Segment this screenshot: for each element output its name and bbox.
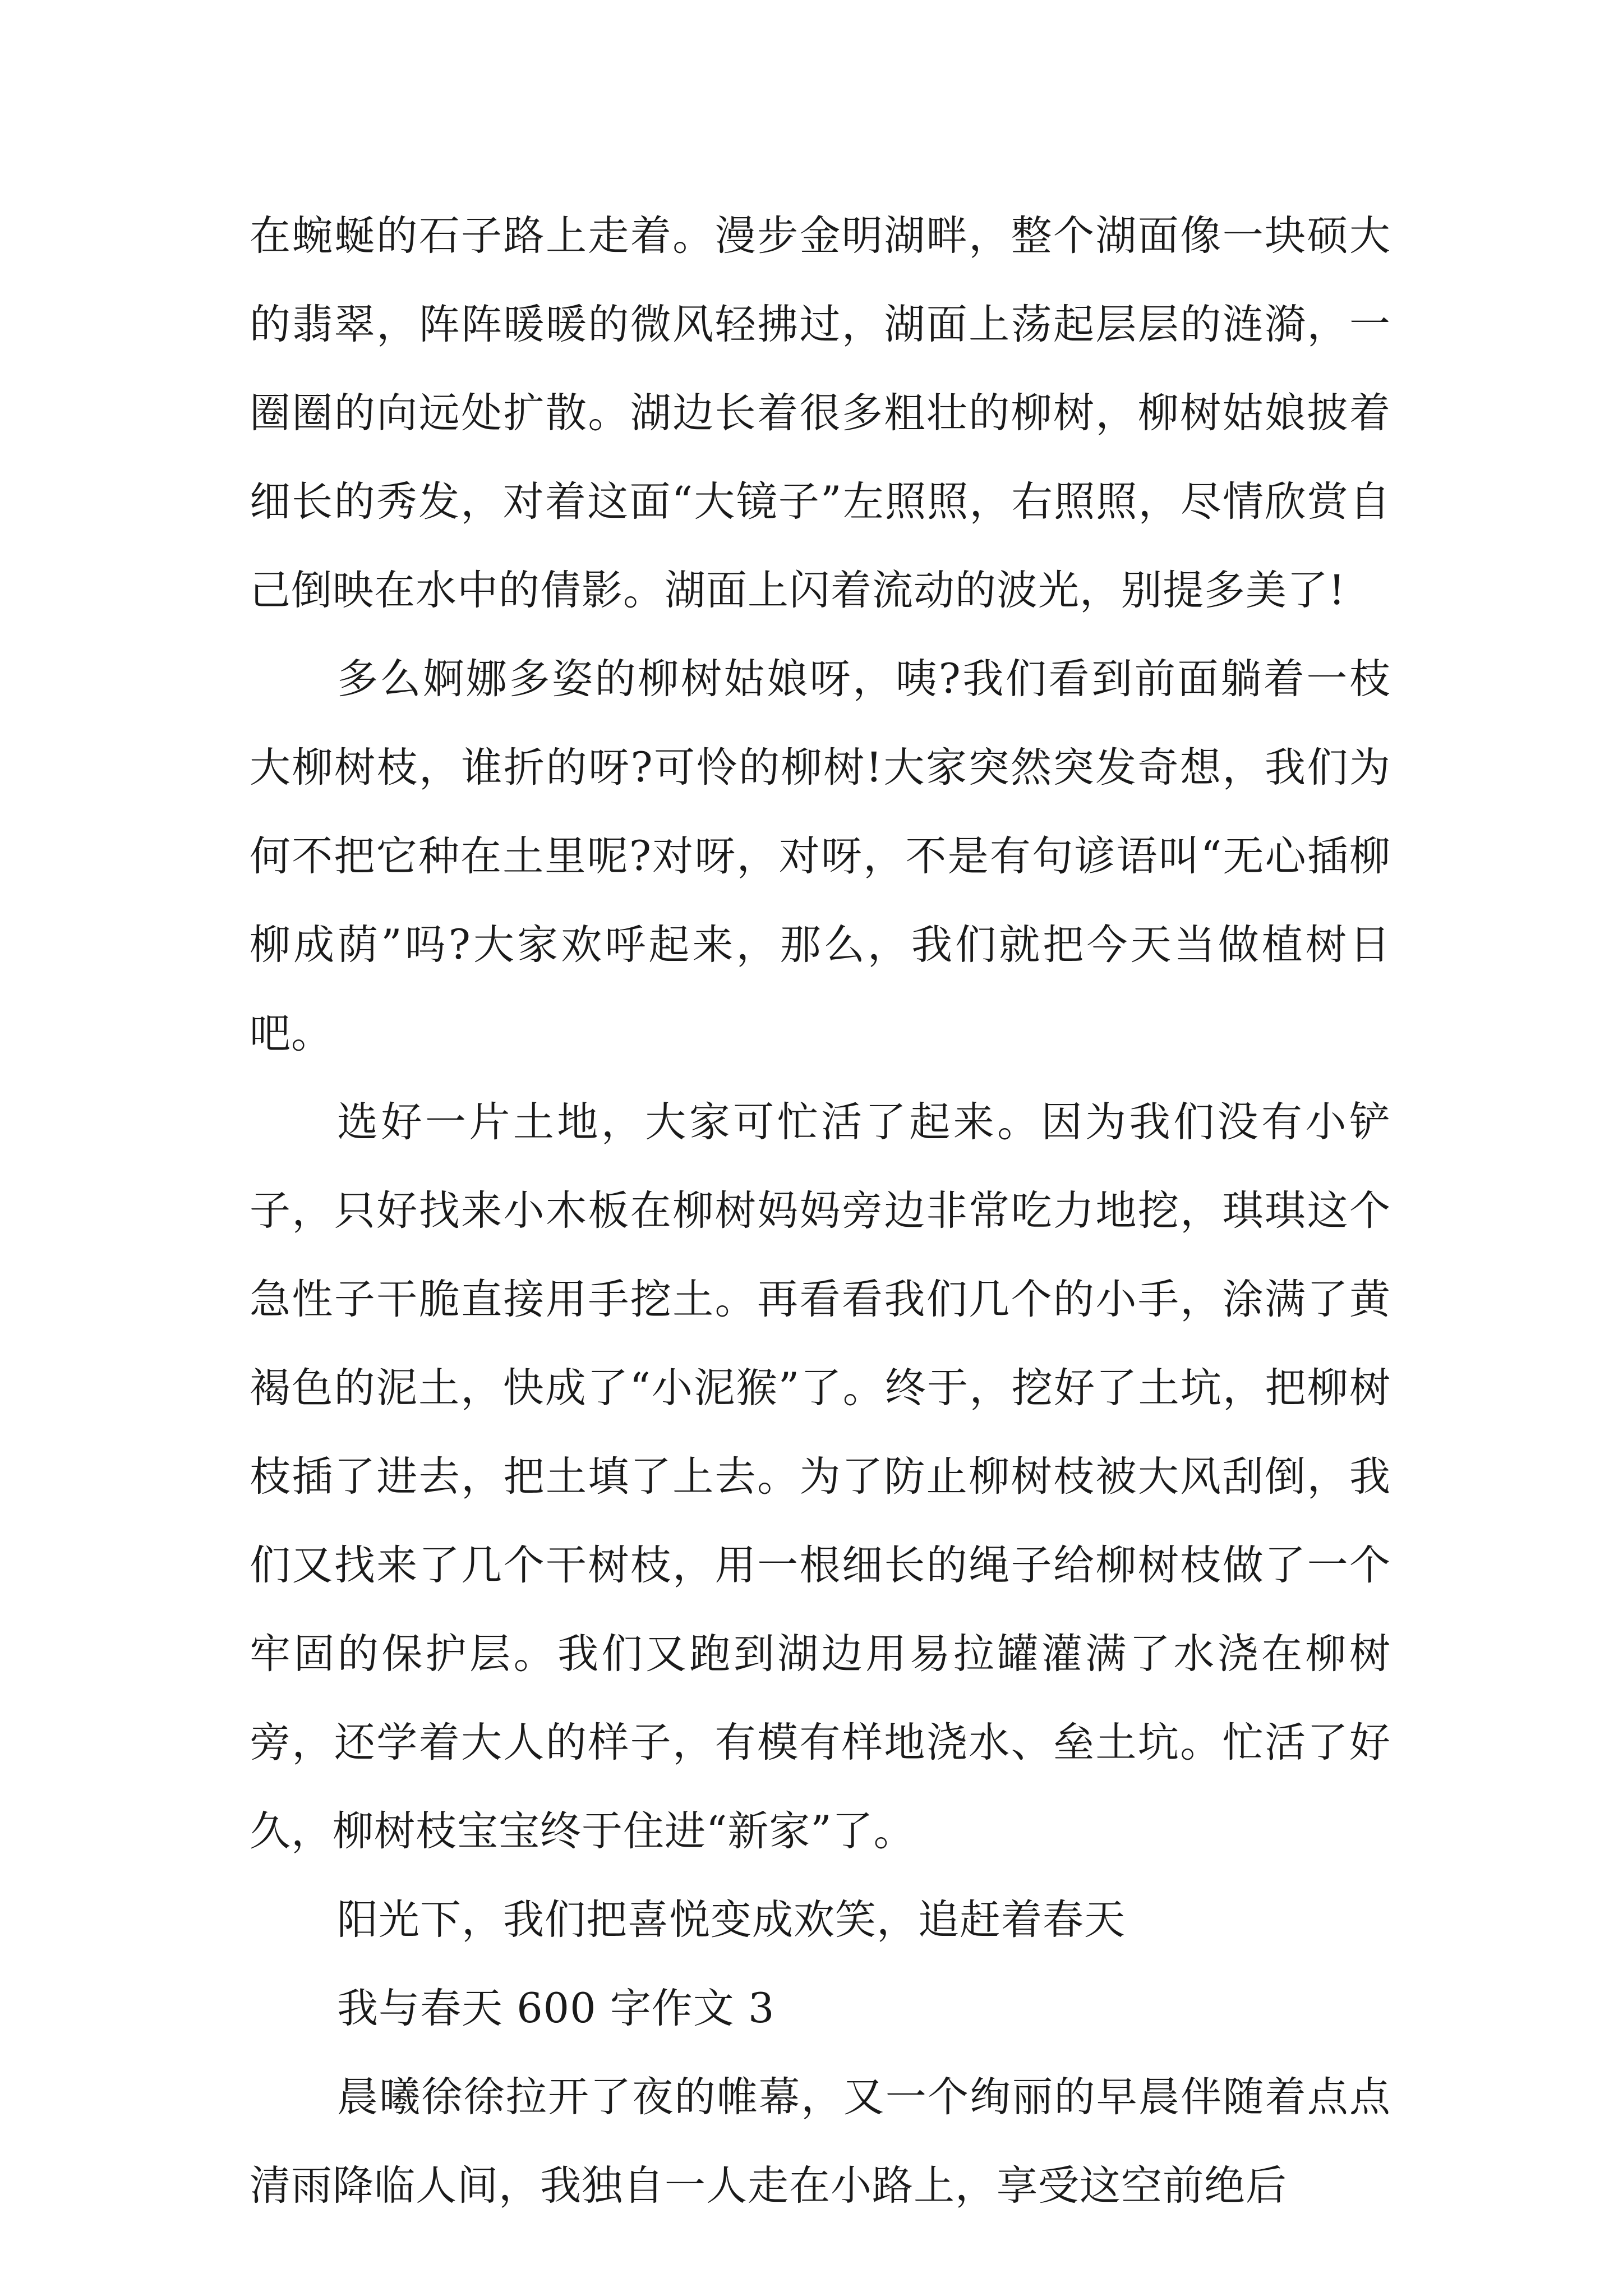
essay-heading: 我与春天 600 字作文 3	[337, 1985, 775, 2032]
paragraph-morning: 晨曦徐徐拉开了夜的帷幕，又一个绚丽的早晨伴随着点点清雨降临人间，我独自一人走在小路上，享受这空前绝后	[250, 2073, 1391, 2210]
paragraph-willow-branch: 多么婀娜多姿的柳树姑娘呀，咦?我们看到前面躺着一枝大柳树枝，谁折的呀?可怜的柳树!大家突然突发奇想，我们为何不把它种在土里呢?对呀，对呀，不是有句谚语叫“无心插柳柳成荫”吗?大家欢呼起来，那么，我们就把今天当做植树日吧。	[250, 655, 1391, 1057]
paragraph-lake-scene: 在蜿蜒的石子路上走着。漫步金明湖畔，整个湖面像一块硕大的翡翠，阵阵暖暖的微风轻拂过，湖面上荡起层层的涟漪，一圈圈的向远处扩散。湖边长着很多粗壮的柳树，柳树姑娘披着细长的秀发，对着这面“大镜子”左照照，右照照，尽情欣赏自己倒映在水中的倩影。湖面上闪着流动的波光，别提多美了!	[250, 212, 1391, 614]
paragraph-sunshine: 阳光下，我们把喜悦变成欢笑，追赶着春天	[337, 1896, 1126, 1944]
document-body	[250, 192, 1391, 2230]
paragraph-planting: 选好一片土地，大家可忙活了起来。因为我们没有小铲子，只好找来小木板在柳树妈妈旁边非常吃力地挖，琪琪这个急性子干脆直接用手挖土。再看看我们几个的小手，涂满了黄褐色的泥土，快成了“小泥猴”了。终于，挖好了土坑，把柳树枝插了进去，把土填了上去。为了防止柳树枝被大风刮倒，我们又找来了几个干树枝，用一根细长的绳子给柳树枝做了一个牢固的保护层。我们又跑到湖边用易拉罐灌满了水浇在柳树旁，还学着大人的样子，有模有样地浇水、垒土坑。忙活了好久，柳树枝宝宝终于住进“新家”了。	[250, 1098, 1391, 1855]
